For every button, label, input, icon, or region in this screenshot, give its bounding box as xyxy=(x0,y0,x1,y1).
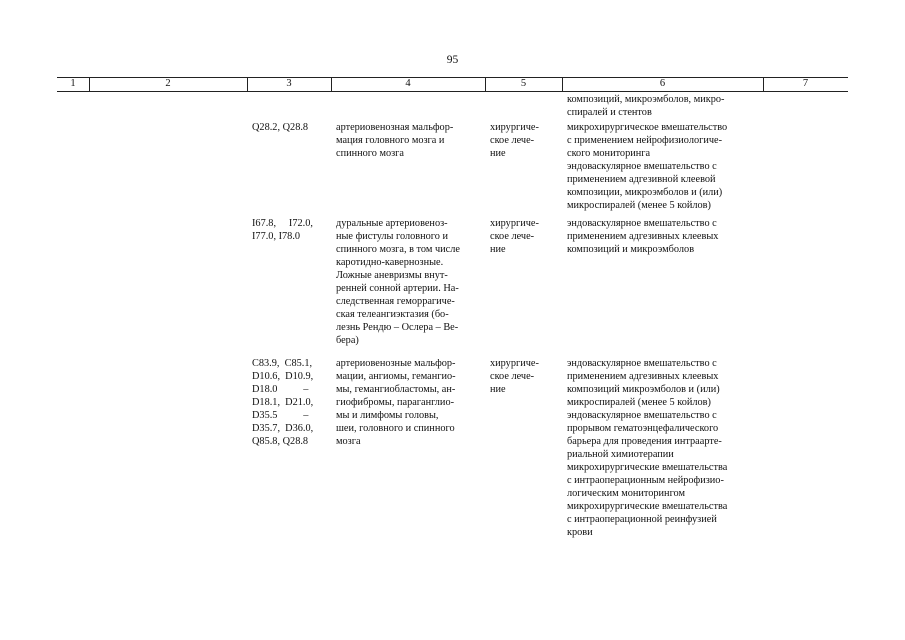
header-col-5: 5 xyxy=(520,78,527,89)
row3-diagnosis-cell: артериовенозные мальфор- мации, ангиомы, гемангио- мы, гемангиобластомы, ан- гиофибромы, параганглио- мы и лимфомы головы, шеи, головного и спинного мозга xyxy=(336,358,456,447)
row3-treatment-cell: хирургиче- ское лече- ние xyxy=(490,358,539,395)
row2-methods-cell: эндоваскулярное вмешательство с применением адгезивных клеевых композиций и микроэмболов xyxy=(567,218,719,255)
page-number: 95 xyxy=(446,54,459,66)
row1-diagnosis-cell: артериовенозная мальфор- мация головного мозга и спинного мозга xyxy=(336,122,454,159)
row3-codes-cell: C83.9, C85.1, D10.6, D10.9, D18.0 – D18.1, D21.0, D35.5 – D35.7, D36.0, Q85.8, Q28.8 xyxy=(252,358,314,447)
header-col-6: 6 xyxy=(659,78,666,89)
header-col-4: 4 xyxy=(405,78,411,89)
header-bottom-border xyxy=(57,91,848,92)
header-col-2: 2 xyxy=(165,78,171,89)
row2-diagnosis-cell: дуральные артериовеноз- ные фистулы головного и спинного мозга, в том числе каротидно-кавернозные. Ложные аневризмы внут- ренней сонной артерии. На- следственная геморрагиче- ская телеангиэктазия (бо- лезнь Рендю – Ослера – Ве- бера) xyxy=(336,218,460,346)
row2-codes-cell: I67.8, I72.0, I77.0, I78.0 xyxy=(252,218,313,242)
continuation-methods-cell: композиций, микроэмболов, микро- спиралей и стентов xyxy=(567,94,725,118)
row1-methods-cell: микрохирургическое вмешательство с применением нейрофизиологиче- ского мониторинга эндоваскулярное вмешательство с применением адгезивной клеевой композиции, микроэмболов и (или) микроспиралей (менее 5 койлов) xyxy=(567,122,728,211)
row1-codes-cell: Q28.2, Q28.8 xyxy=(252,122,309,133)
row1-treatment-cell: хирургиче- ское лече- ние xyxy=(490,122,539,159)
header-col-1: 1 xyxy=(70,78,76,89)
row3-methods-cell: эндоваскулярное вмешательство с применением адгезивных клеевых композиций микроэмболов и (или) микроспиралей (менее 5 койлов) эндоваскулярное вмешательство с прорывом гематоэнцефалического барьера для проведения интраарте- риальной химиотерапии микрохирургические вмешательства с интраоперационным нейрофизио- логическим мониторингом микрохирургические вмешательства с интраоперационной реинфузией крови xyxy=(567,358,728,538)
row2-treatment-cell: хирургиче- ское лече- ние xyxy=(490,218,539,255)
header-col-3: 3 xyxy=(286,78,292,89)
header-col-7: 7 xyxy=(802,78,809,89)
